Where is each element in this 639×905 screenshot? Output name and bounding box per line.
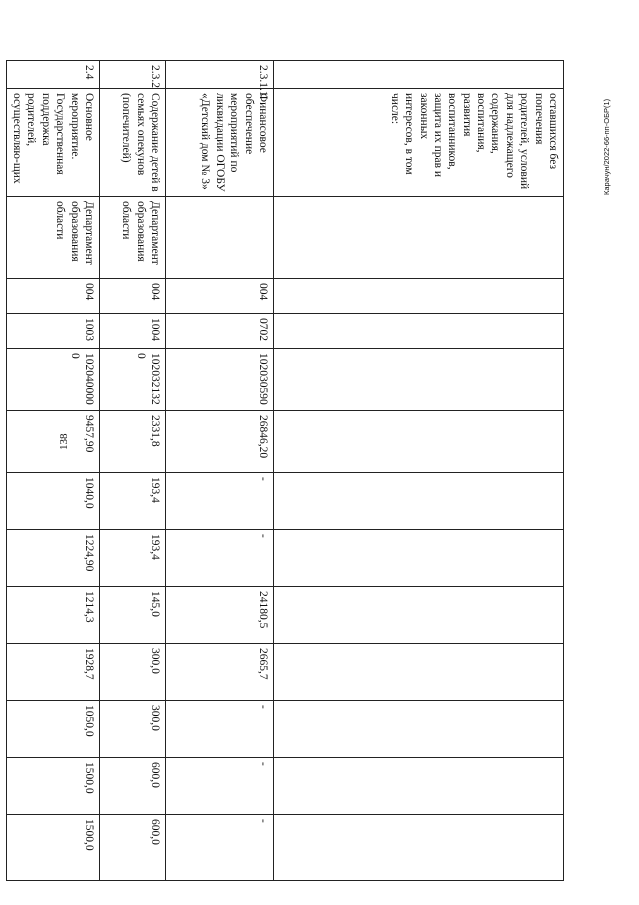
table-cell [274,349,564,411]
table-cell: 1020400000 [6,349,99,411]
page-number: 138 [58,433,70,450]
table-cell: 1020321320 [100,349,166,411]
table-cell [274,411,564,473]
table-cell [274,61,564,89]
table-cell: 2665,7 [166,644,274,701]
table-cell [274,587,564,644]
table-cell: 1050,0 [6,701,99,758]
table-cell: - [166,758,274,815]
table-cell: 004 [166,279,274,314]
table-cell: 1214,3 [6,587,99,644]
table-cell: 2.4 [6,61,99,89]
table-row [100,61,166,881]
table-cell: 600,0 [100,815,166,881]
table-cell: - [166,701,274,758]
table-row [166,61,274,881]
table-cell: 102030590 [166,349,274,411]
table-cell [166,197,274,279]
table-cell: 145,0 [100,587,166,644]
table-cell: Департамент образования области [6,197,99,279]
table-cell: 004 [100,279,166,314]
table-cell: 2.3.1.1 [166,61,274,89]
table-cell: 1224,90 [6,530,99,587]
table-cell: 1040,0 [6,473,99,530]
table-cell: Департамент образования области [100,197,166,279]
table-cell [274,644,564,701]
table-cell: Содержание детей в семьях опекунов (попечителей) [100,89,166,197]
table-cell: 24180,5 [166,587,274,644]
table-cell: 1004 [100,314,166,349]
table-cell: 2331,8 [100,411,166,473]
document-code: Карачун/2022-66-пп-ОБР(1) [602,98,611,195]
table-cell: Основное мероприятие. Государственная поддержка родителей, осуществляю-щих [6,89,99,197]
table-cell: 1928,7 [6,644,99,701]
table-row [274,61,564,881]
table-cell [274,197,564,279]
table-cell: 600,0 [100,758,166,815]
table-cell: - [166,815,274,881]
table-row [6,61,99,881]
table-cell: 1003 [6,314,99,349]
table-cell: 193,4 [100,530,166,587]
table-cell [274,279,564,314]
table-cell: 26846,20 [166,411,274,473]
table-cell [274,758,564,815]
table-cell: 004 [6,279,99,314]
table-cell: 1500,0 [6,815,99,881]
table-cell: - [166,530,274,587]
table-cell: 193,4 [100,473,166,530]
table-cell: Финансовое обеспечение мероприятий по ликвидации ОГОБУ «Детский дом № 3» [166,89,274,197]
table-cell [274,473,564,530]
table-cell: 300,0 [100,644,166,701]
table-cell: оставшихся без попечения родителей, условий для надлежащего содержания, воспитания, развития воспитанников, защита их прав и законных интересов, в том числе: [274,89,564,197]
budget-table [6,60,564,881]
table-cell [274,530,564,587]
table-cell: 0702 [166,314,274,349]
table-cell: 300,0 [100,701,166,758]
table-cell: 1500,0 [6,758,99,815]
table-cell: 2.3.2 [100,61,166,89]
table-cell [274,815,564,881]
table-cell [274,314,564,349]
table-cell: - [166,473,274,530]
table-cell [274,701,564,758]
table-cell: 9457,90 [6,411,99,473]
